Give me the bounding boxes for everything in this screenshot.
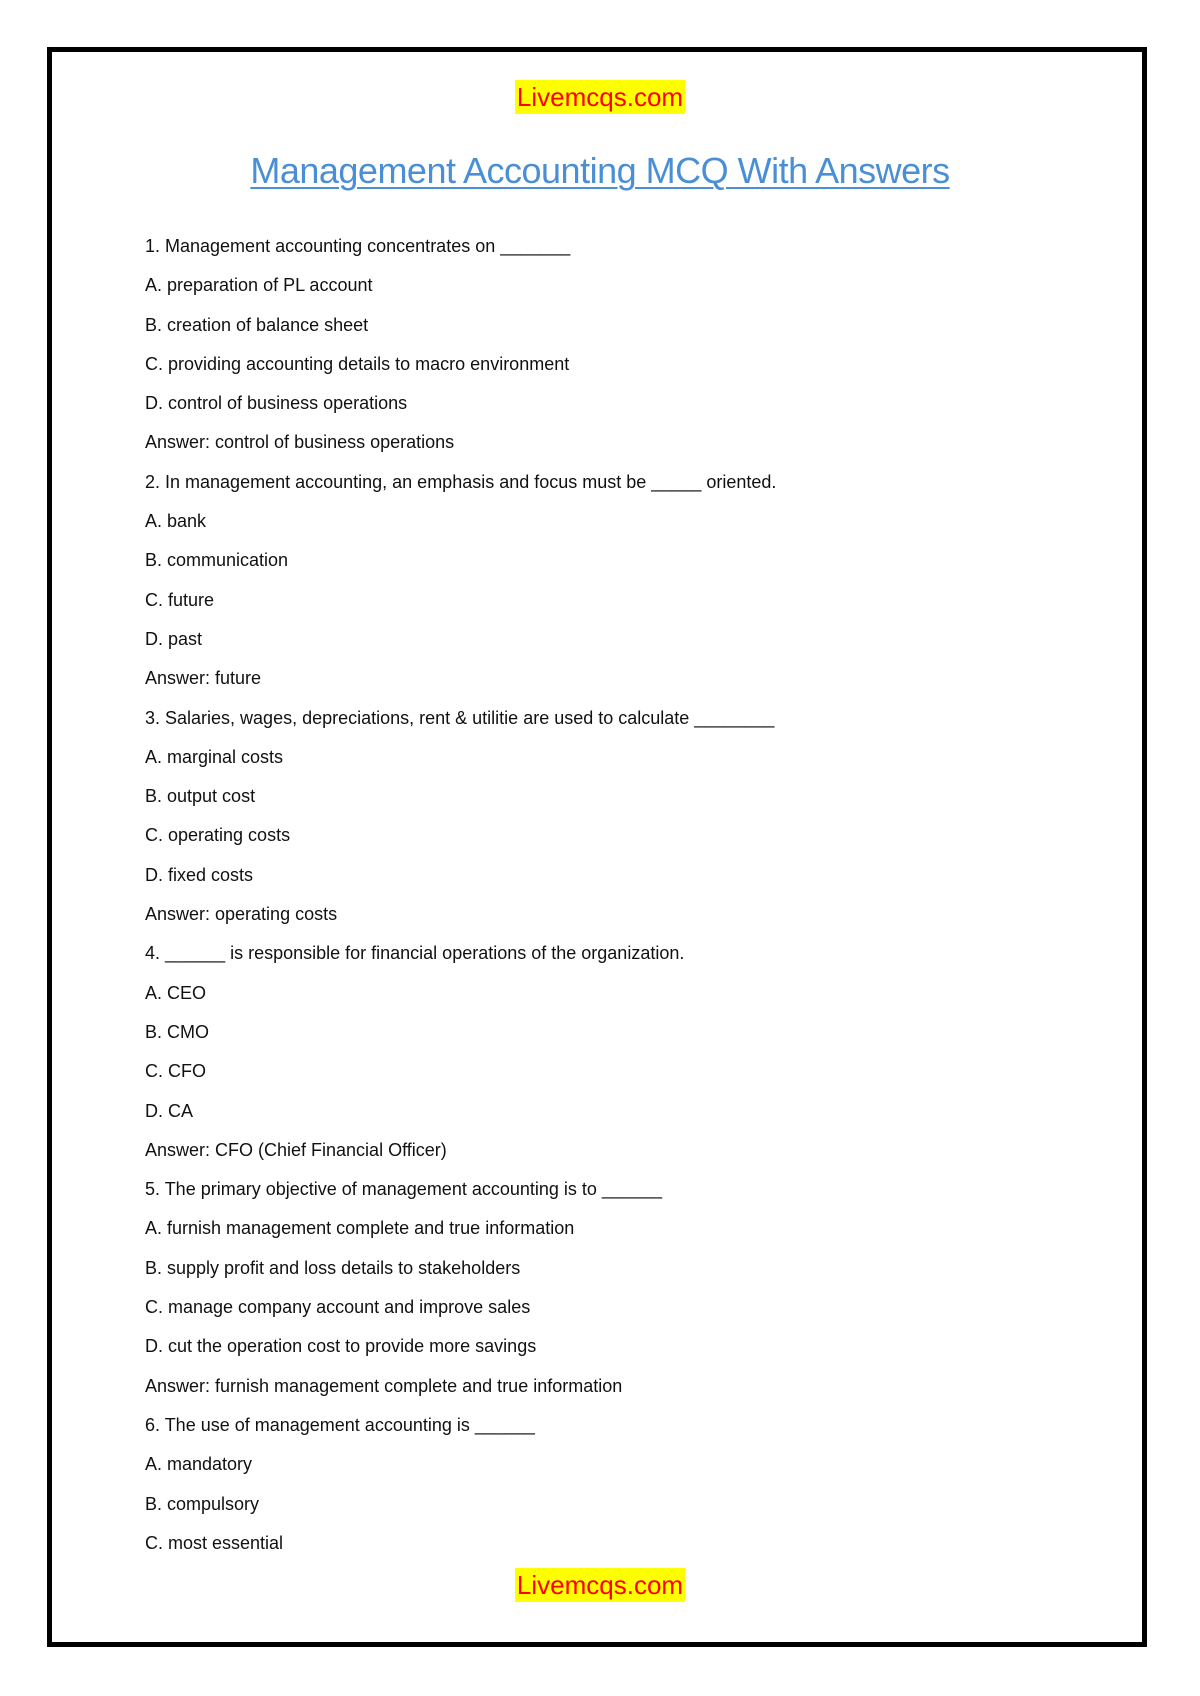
option-b: B. communication: [145, 550, 289, 571]
option-a: A. bank: [145, 511, 207, 532]
option-a: A. marginal costs: [145, 746, 284, 767]
option-b: B. creation of balance sheet: [145, 314, 369, 335]
option-d: D. past: [145, 628, 203, 649]
option-b: B. supply profit and loss details to stakeholders: [145, 1257, 521, 1278]
question-text: 6. The use of management accounting is ______: [145, 1414, 535, 1435]
option-c: C. future: [145, 589, 215, 610]
option-b: B. CMO: [145, 1021, 210, 1042]
question-text: 2. In management accounting, an emphasis and focus must be _____ oriented.: [145, 471, 777, 492]
option-a: A. furnish management complete and true information: [145, 1218, 575, 1239]
option-c: C. manage company account and improve sales: [145, 1297, 531, 1318]
option-b: B. compulsory: [145, 1493, 260, 1514]
option-d: D. CA: [145, 1100, 194, 1121]
option-d: D. cut the operation cost to provide more savings: [145, 1336, 537, 1357]
answer-text: Answer: furnish management complete and true information: [145, 1375, 623, 1396]
answer-text: Answer: future: [145, 668, 262, 689]
option-c: C. operating costs: [145, 825, 291, 846]
question-text: 3. Salaries, wages, depreciations, rent & utilitie are used to calculate ________: [145, 707, 775, 728]
document-title: Management Accounting MCQ With Answers: [250, 150, 950, 191]
site-header: [0, 80, 1200, 114]
site-watermark-top: Livemcqs.com: [516, 82, 684, 112]
option-a: A. mandatory: [145, 1454, 253, 1475]
question-text: 4. ______ is responsible for financial operations of the organization.: [145, 943, 685, 964]
option-c: C. CFO: [145, 1061, 206, 1082]
site-footer: [0, 1568, 1200, 1602]
option-a: A. CEO: [145, 982, 207, 1003]
answer-text: Answer: CFO (Chief Financial Officer): [145, 1139, 447, 1160]
answer-text: Answer: control of business operations: [145, 432, 455, 453]
question-text: 5. The primary objective of management accounting is to ______: [145, 1179, 662, 1200]
option-a: A. preparation of PL account: [145, 275, 373, 296]
option-c: C. providing accounting details to macro environment: [145, 353, 570, 374]
option-c: C. most essential: [145, 1532, 284, 1553]
option-d: D. fixed costs: [145, 864, 254, 885]
option-b: B. output cost: [145, 786, 256, 807]
answer-text: Answer: operating costs: [145, 904, 338, 925]
option-d: D. control of business operations: [145, 393, 408, 414]
mcq-list: [145, 232, 1105, 1568]
site-watermark-bottom: Livemcqs.com: [516, 1570, 684, 1600]
question-text: 1. Management accounting concentrates on _______: [145, 236, 571, 256]
